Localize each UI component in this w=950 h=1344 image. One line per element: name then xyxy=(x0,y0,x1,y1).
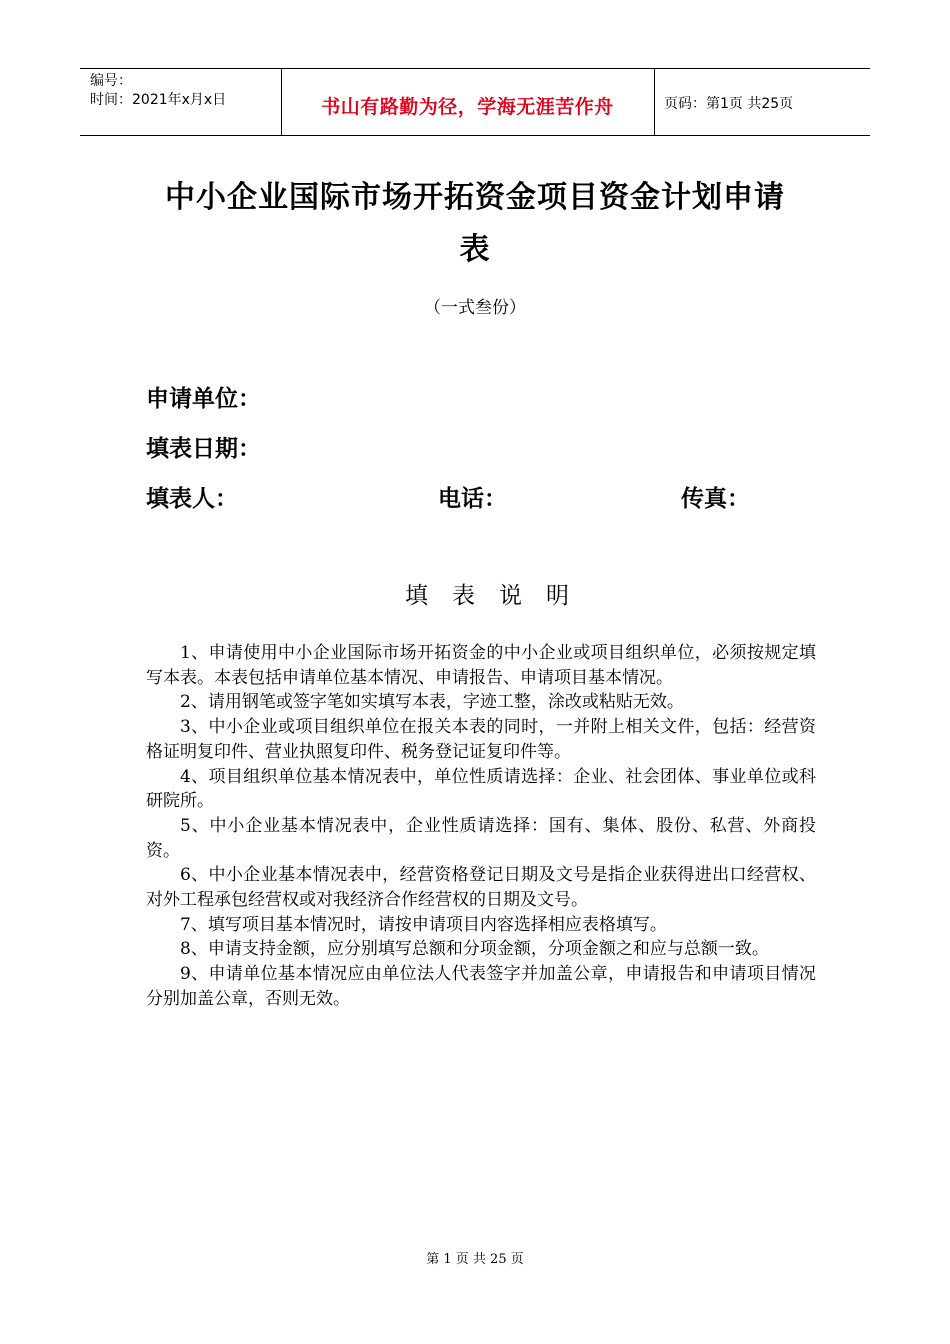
instruction-item: 5、中小企业基本情况表中，企业性质请选择：国有、集体、股份、私营、外商投资。 xyxy=(146,815,816,861)
applicant-unit-field: 申请单位： xyxy=(146,386,261,412)
header-top-rule xyxy=(80,68,870,69)
fax-field: 传真： xyxy=(681,486,750,512)
instruction-item: 4、项目组织单位基本情况表中，单位性质请选择：企业、社会团体、事业单位或科研院所。 xyxy=(146,766,816,812)
page-footer: 第 1 页 共 25 页 xyxy=(426,1252,524,1267)
fill-date-field: 填表日期： xyxy=(146,436,261,462)
instruction-item: 3、中小企业或项目组织单位在报关本表的同时，一并附上相关文件，包括：经营资格证明复印件、营业执照复印件、税务登记证复印件等。 xyxy=(146,717,816,762)
header-bottom-rule xyxy=(80,135,870,136)
instruction-item: 2、请用钢笔或签字笔如实填写本表，字迹工整，涂改或粘贴无效。 xyxy=(180,692,684,713)
instruction-item: 6、中小企业基本情况表中，经营资格登记日期及文号是指企业获得进出口经营权、对外工程承包经营权或对我经济合作经营权的日期及文号。 xyxy=(146,865,816,911)
page-title-line1: 中小企业国际市场开拓资金项目资金计划申请 xyxy=(165,180,785,215)
instruction-item: 1、申请使用中小企业国际市场开拓资金的中小企业或项目组织单位，必须按规定填写本表。本表包括申请单位基本情况、申请报告、申请项目基本情况。 xyxy=(146,643,816,688)
instruction-item: 7、填写项目基本情况时，请按申请项目内容选择相应表格填写。 xyxy=(180,914,667,935)
instruction-item: 8、申请支持金额，应分别填写总额和分项金额，分项金额之和应与总额一致。 xyxy=(180,939,769,960)
document-number-label: 编号： xyxy=(90,73,132,89)
header-divider-right xyxy=(654,68,655,136)
header-meta xyxy=(90,72,226,110)
instructions-heading: 填表说明 xyxy=(405,583,593,609)
filler-field: 填表人： xyxy=(146,486,238,512)
instruction-item: 9、申请单位基本情况应由单位法人代表签字并加盖公章，申请报告和申请项目情况分别加盖公章，否则无效。 xyxy=(146,964,816,1009)
header-page-info: 页码：第1页 共25页 xyxy=(664,96,794,112)
instructions-list xyxy=(146,641,816,1012)
document-time-label: 时间：2021年x月x日 xyxy=(90,92,227,108)
page-title-line2: 表 xyxy=(459,232,491,267)
phone-field: 电话： xyxy=(438,486,507,512)
header-motto: 书山有路勤为径，学海无涯苦作舟 xyxy=(321,96,614,118)
copies-note: （一式叁份） xyxy=(424,298,526,318)
